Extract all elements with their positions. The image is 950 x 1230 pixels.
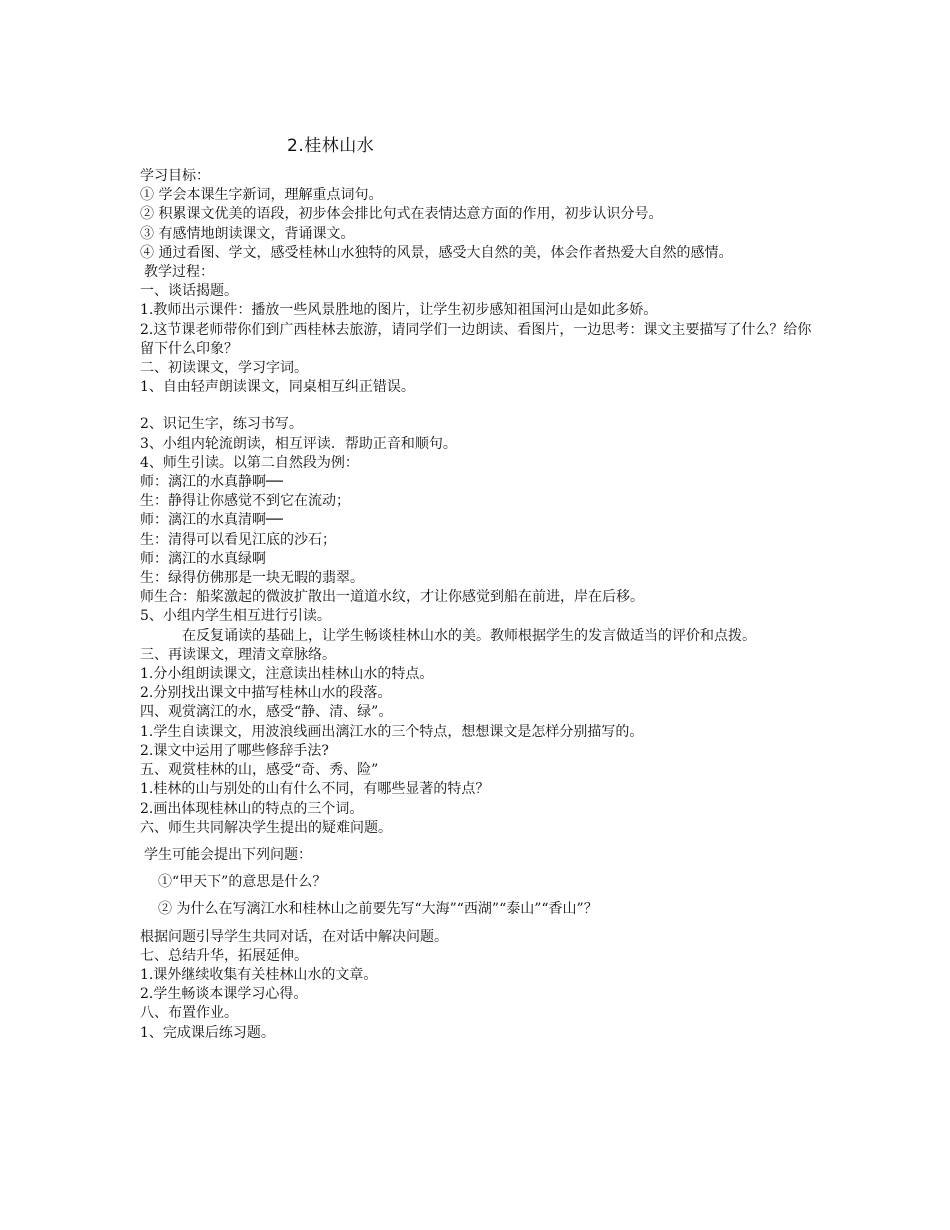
step-item: 1.分小组朗读课文，注意读出桂林山水的特点。: [140, 666, 434, 683]
step-heading: 五、观赏桂林的山，感受“奇、秀、险”: [140, 762, 379, 779]
blank-line: [140, 838, 812, 846]
objective-item: ④ 通过看图、学文，感受桂林山水独特的风景，感受大自然的美，体会作者热爱大自然的感情。: [140, 244, 733, 261]
step-heading: 八、布置作业。: [140, 1005, 238, 1022]
document-body: [140, 167, 812, 1043]
blank-line: [140, 865, 812, 873]
dialogue-line: 生：静得让你感觉不到它在流动；: [140, 493, 350, 510]
step-item: 1.教师出示课件：播放一些风景胜地的图片，让学生初步感知祖国河山是如此多娇。: [140, 302, 658, 319]
dialogue-line: 师生合：船桨激起的微波扩散出一道道水纹，才让你感觉到船在前进，岸在后移。: [140, 589, 644, 606]
blank-line: [140, 892, 812, 900]
page-title: 2.桂林山水: [287, 136, 375, 156]
step-heading: 一、谈话揭题。: [140, 283, 238, 300]
dialogue-line: 师：漓江的水真静啊──: [140, 474, 283, 491]
step-item: 1.学生自读课文，用波浪线画出漓江水的三个特点，想想课文是怎样分别描写的。: [140, 723, 644, 740]
step-item: 2、识记生字，练习书写。: [140, 416, 303, 433]
step-item: 2.画出体现桂林山的特点的三个词。: [140, 800, 364, 817]
step-item: 2.这节课老师带你们到广西桂林去旅游，请同学们一边朗读、看图片，一边思考：课文主要描写了什么？给你留下什么印象？: [140, 321, 812, 357]
section-heading: 学习目标：: [140, 168, 210, 184]
step-heading: 六、师生共同解决学生提出的疑难问题。: [140, 819, 392, 836]
step-item: 2.课文中运用了哪些修辞手法?: [140, 742, 329, 759]
objective-item: ③ 有感情地朗读课文，背诵课文。: [140, 225, 355, 242]
step-item: 3、小组内轮流朗读，相互评读．帮助正音和顺句。: [140, 435, 457, 452]
blank-line: [140, 397, 812, 415]
paragraph: 学生可能会提出下列问题：: [144, 846, 312, 863]
step-heading: 四、观赏漓江的水，感受“静、清、绿”。: [140, 704, 393, 721]
dialogue-line: 师：漓江的水真清啊──: [140, 512, 283, 529]
step-heading: 二、初读课文，学习字词。: [140, 360, 308, 377]
blank-line: [140, 920, 812, 928]
paragraph: [140, 627, 812, 646]
step-item: 2.学生畅谈本课学习心得。: [140, 986, 308, 1003]
dialogue-line: 生：绿得仿佛那是一块无暇的翡翠。: [140, 570, 364, 587]
objective-item: ① 学会本课生字新词，理解重点词句。: [140, 187, 383, 204]
step-item: 5、小组内学生相互进行引读。: [140, 608, 331, 625]
question-item: ①“甲天下”的意思是什么？: [158, 874, 327, 891]
question-item: ② 为什么在写漓江水和桂林山之前要先写“大海”“西湖”“泰山”“香山”？: [158, 901, 598, 918]
paragraph-text: 在反复诵读的基础上，让学生畅谈桂林山水的美。教师根据学生的发言做适当的评价和点拨。: [182, 627, 756, 644]
step-item: 1、自由轻声朗读课文，同桌相互纠正错误。: [140, 379, 415, 396]
step-heading: 三、再读课文，理清文章脉络。: [140, 646, 336, 663]
step-item: 1、完成课后练习题。: [140, 1024, 275, 1041]
objective-item: ② 积累课文优美的语段，初步体会排比句式在表情达意方面的作用，初步认识分号。: [140, 206, 663, 223]
section-heading: 教学过程：: [144, 264, 214, 281]
dialogue-line: 师：漓江的水真绿啊: [140, 550, 266, 567]
step-item: 1.课外继续收集有关桂林山水的文章。: [140, 966, 378, 983]
step-item: 4、师生引读。以第二自然段为例：: [140, 454, 359, 471]
step-item: 2.分别找出课文中描写桂林山水的段落。: [140, 685, 392, 702]
dialogue-line: 生：清得可以看见江底的沙石；: [140, 531, 336, 548]
step-item: 1.桂林的山与别处的山有什么不同，有哪些显著的特点？: [140, 781, 490, 798]
step-heading: 七、总结升华，拓展延伸。: [140, 947, 308, 964]
paragraph: 根据问题引导学生共同对话，在对话中解决问题。: [140, 928, 448, 945]
